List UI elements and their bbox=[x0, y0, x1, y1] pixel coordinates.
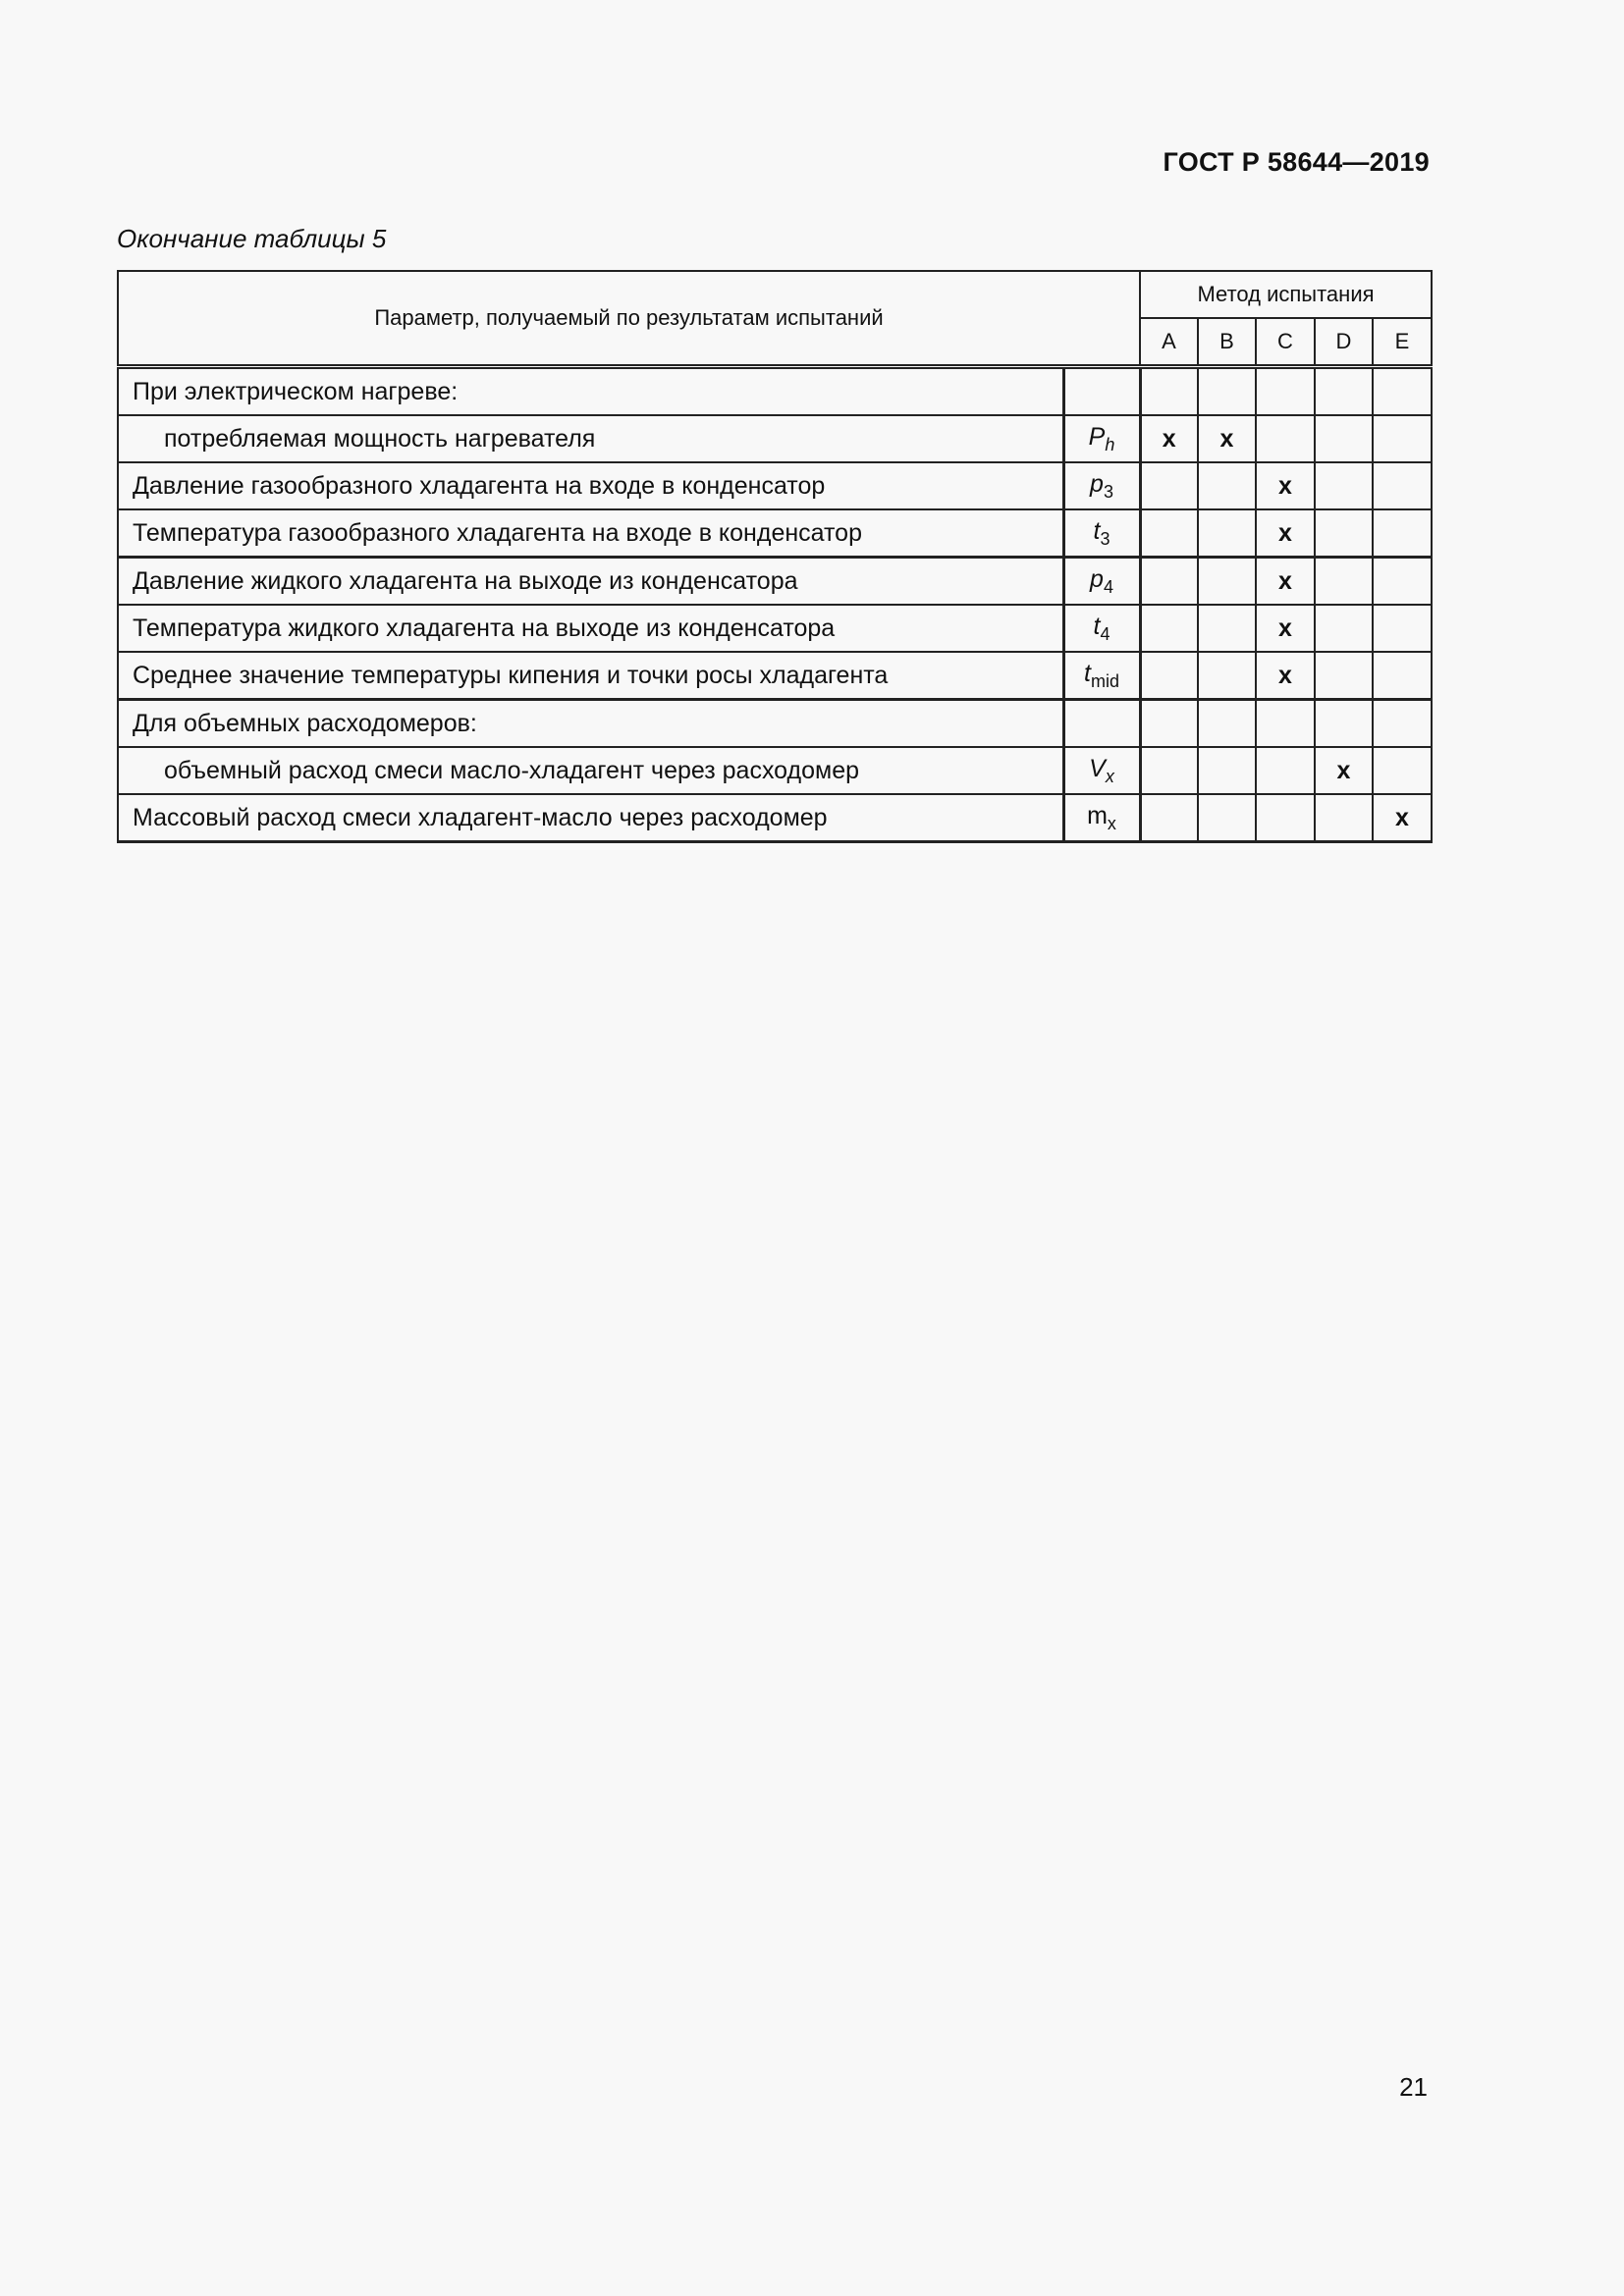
method-mark bbox=[1198, 558, 1256, 606]
method-mark bbox=[1198, 367, 1256, 416]
method-mark: x bbox=[1256, 605, 1315, 652]
param-symbol: $t_4$ bbox=[1063, 605, 1140, 652]
page-number: 21 bbox=[1399, 2072, 1428, 2102]
method-mark bbox=[1198, 462, 1256, 509]
method-mark bbox=[1140, 509, 1198, 558]
method-mark: x bbox=[1315, 747, 1373, 794]
param-name: Давление газообразного хладагента на входе в конденсатор bbox=[118, 462, 1063, 509]
method-letter: C bbox=[1256, 318, 1315, 367]
param-symbol: $V_x$ bbox=[1063, 747, 1140, 794]
method-letter: E bbox=[1373, 318, 1432, 367]
method-mark bbox=[1256, 794, 1315, 842]
method-mark: x bbox=[1256, 509, 1315, 558]
method-mark bbox=[1315, 605, 1373, 652]
method-mark: x bbox=[1256, 652, 1315, 700]
param-symbol: $p_3$ bbox=[1063, 462, 1140, 509]
method-mark bbox=[1315, 462, 1373, 509]
param-symbol: $m_x$ bbox=[1063, 794, 1140, 842]
param-symbol bbox=[1063, 367, 1140, 416]
param-name: Среднее значение температуры кипения и точки росы хладагента bbox=[118, 652, 1063, 700]
method-mark bbox=[1198, 700, 1256, 748]
method-letter: D bbox=[1315, 318, 1373, 367]
param-symbol: $t_{mid}$ bbox=[1063, 652, 1140, 700]
method-mark bbox=[1315, 652, 1373, 700]
param-name: потребляемая мощность нагревателя bbox=[118, 415, 1063, 462]
param-name: Температура жидкого хладагента на выходе из конденсатора bbox=[118, 605, 1063, 652]
table-caption: Окончание таблицы 5 bbox=[117, 224, 387, 253]
document-standard-number: ГОСТ Р 58644—2019 bbox=[1163, 147, 1430, 177]
method-mark bbox=[1315, 558, 1373, 606]
method-mark bbox=[1140, 794, 1198, 842]
table-row bbox=[118, 558, 1432, 606]
method-mark bbox=[1256, 415, 1315, 462]
method-mark bbox=[1198, 652, 1256, 700]
method-mark bbox=[1373, 367, 1432, 416]
param-symbol: $p_4$ bbox=[1063, 558, 1140, 606]
method-mark bbox=[1373, 558, 1432, 606]
table-row bbox=[118, 415, 1432, 462]
method-mark bbox=[1198, 509, 1256, 558]
method-mark: x bbox=[1256, 558, 1315, 606]
method-mark: x bbox=[1373, 794, 1432, 842]
method-mark bbox=[1315, 509, 1373, 558]
method-column-header: Метод испытания bbox=[1140, 271, 1432, 318]
param-name: Для объемных расходомеров: bbox=[118, 700, 1063, 748]
method-mark bbox=[1140, 367, 1198, 416]
method-mark bbox=[1256, 747, 1315, 794]
method-mark bbox=[1140, 700, 1198, 748]
param-symbol: $P_h$ bbox=[1063, 415, 1140, 462]
table-row bbox=[118, 605, 1432, 652]
param-name: объемный расход смеси масло-хладагент через расходомер bbox=[118, 747, 1063, 794]
param-name: Температура газообразного хладагента на входе в конденсатор bbox=[118, 509, 1063, 558]
table-row bbox=[118, 747, 1432, 794]
method-letter: B bbox=[1198, 318, 1256, 367]
method-mark: x bbox=[1198, 415, 1256, 462]
param-symbol bbox=[1063, 700, 1140, 748]
param-column-header: Параметр, получаемый по результатам испытаний bbox=[118, 271, 1140, 367]
table-header-row bbox=[118, 271, 1432, 318]
param-name: Массовый расход смеси хладагент-масло через расходомер bbox=[118, 794, 1063, 842]
method-mark bbox=[1315, 794, 1373, 842]
method-mark bbox=[1315, 367, 1373, 416]
method-mark bbox=[1315, 700, 1373, 748]
param-symbol: $t_3$ bbox=[1063, 509, 1140, 558]
method-mark bbox=[1373, 700, 1432, 748]
method-mark bbox=[1140, 605, 1198, 652]
param-name: При электрическом нагреве: bbox=[118, 367, 1063, 416]
method-letter: A bbox=[1140, 318, 1198, 367]
method-mark bbox=[1140, 652, 1198, 700]
method-mark bbox=[1140, 558, 1198, 606]
method-mark bbox=[1373, 652, 1432, 700]
method-mark: x bbox=[1256, 462, 1315, 509]
table-row bbox=[118, 509, 1432, 558]
method-mark bbox=[1140, 462, 1198, 509]
method-mark bbox=[1198, 605, 1256, 652]
method-mark bbox=[1256, 367, 1315, 416]
method-mark bbox=[1373, 462, 1432, 509]
method-mark: x bbox=[1140, 415, 1198, 462]
method-mark bbox=[1373, 415, 1432, 462]
method-mark bbox=[1140, 747, 1198, 794]
method-mark bbox=[1198, 747, 1256, 794]
parameters-table bbox=[117, 270, 1433, 843]
method-mark bbox=[1198, 794, 1256, 842]
param-name: Давление жидкого хладагента на выходе из конденсатора bbox=[118, 558, 1063, 606]
table-row bbox=[118, 652, 1432, 700]
table-row bbox=[118, 700, 1432, 748]
table-row bbox=[118, 794, 1432, 842]
method-mark bbox=[1373, 509, 1432, 558]
method-mark bbox=[1256, 700, 1315, 748]
table-row bbox=[118, 462, 1432, 509]
method-mark bbox=[1373, 605, 1432, 652]
table-row bbox=[118, 367, 1432, 416]
method-mark bbox=[1315, 415, 1373, 462]
method-mark bbox=[1373, 747, 1432, 794]
